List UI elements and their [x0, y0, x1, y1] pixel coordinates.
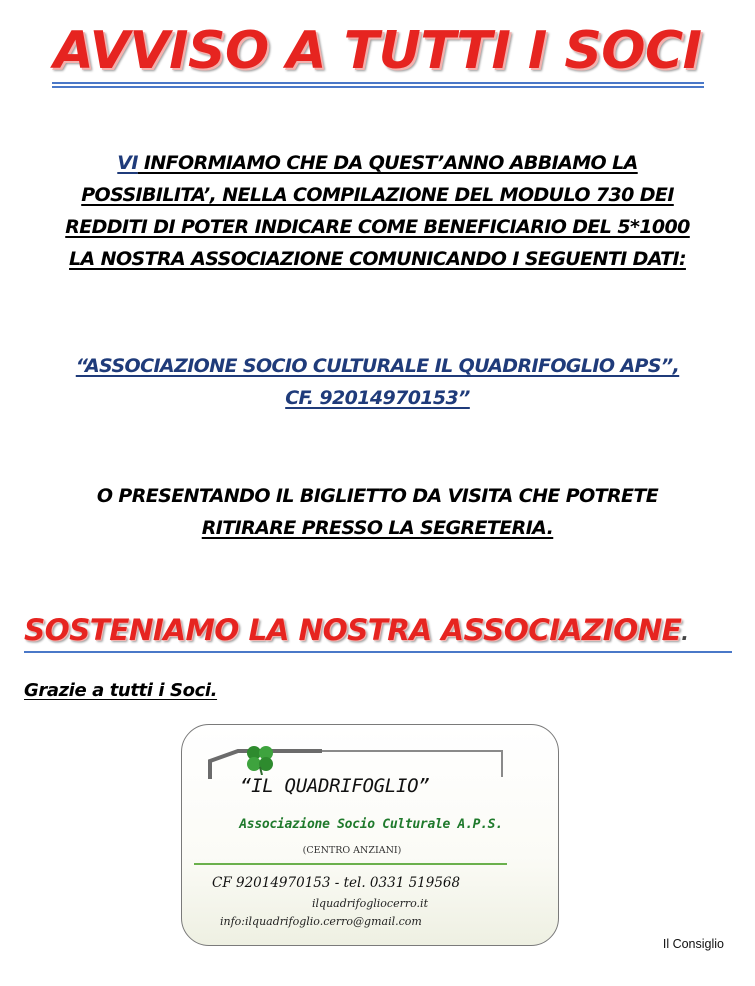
slogan-underline: [24, 651, 732, 653]
alternative-line-2: RITIRARE PRESSO LA SEGRETERIA.: [201, 517, 554, 539]
card-website: ilquadrifogliocerro.it: [312, 897, 428, 910]
thanks-text: Grazie a tutti i Soci.: [24, 680, 218, 701]
slogan-dot: .: [681, 621, 689, 645]
card-center-label: (CENTRO ANZIANI): [302, 845, 402, 856]
intro-paragraph: [0, 147, 755, 275]
page-title: AVVISO A TUTTI I SOCI: [53, 21, 702, 81]
alternative-paragraph: [0, 480, 755, 544]
intro-line-1-text: INFORMIAMO CHE DA QUEST’ANNO ABBIAMO LA: [137, 152, 638, 174]
signature: Il Consiglio: [662, 937, 724, 951]
intro-line-4: LA NOSTRA ASSOCIAZIONE COMUNICANDO I SEGUENTI DATI:: [69, 248, 686, 270]
card-name: “IL QUADRIFOGLIO”: [240, 775, 430, 797]
slogan-text: SOSTENIAMO LA NOSTRA ASSOCIAZIONE: [24, 613, 682, 647]
intro-line-2: POSSIBILITA’, NELLA COMPILAZIONE DEL MODULO 730 DEI: [81, 184, 674, 206]
title-underline-second: [52, 86, 704, 88]
card-email: info:ilquadrifoglio.cerro@gmail.com: [220, 915, 422, 928]
four-leaf-clover-icon: [244, 743, 276, 775]
beneficiary-line-1: “ASSOCIAZIONE SOCIO CULTURALE IL QUADRIFOGLIO APS”,: [75, 355, 680, 377]
intro-line-3: REDDITI DI POTER INDICARE COME BENEFICIARIO DEL 5*1000: [65, 216, 690, 238]
alternative-line-1: O PRESENTANDO IL BIGLIETTO DA VISITA CHE POTRETE: [96, 485, 659, 507]
business-card: [181, 724, 559, 946]
intro-line-1: [0, 147, 755, 179]
title-underline: [52, 82, 704, 84]
slogan: [24, 608, 755, 655]
intro-lead: VI: [117, 152, 138, 174]
beneficiary-block: [0, 350, 755, 414]
card-association: Associazione Socio Culturale A.P.S.: [239, 817, 503, 832]
card-contacts: CF 92014970153 - tel. 0331 519568: [212, 875, 461, 891]
beneficiary-cf: CF. 92014970153”: [285, 387, 470, 409]
card-divider: [194, 863, 507, 865]
